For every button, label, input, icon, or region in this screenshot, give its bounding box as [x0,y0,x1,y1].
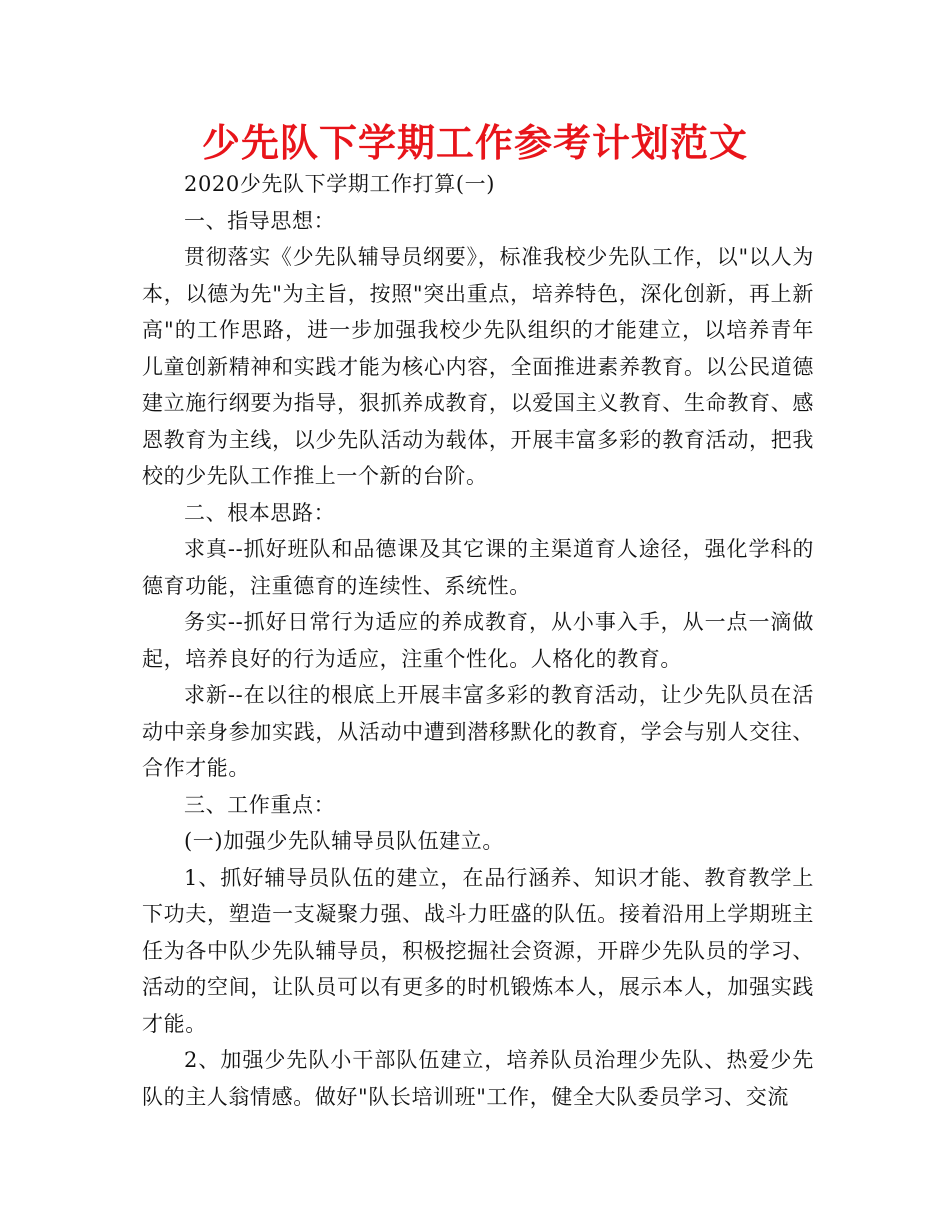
body-paragraph: 2、加强少先队小干部队伍建立，培养队员治理少先队、热爱少先队的主人翁情感。做好"队长培训班"工作，健全大队委员学习、交流 [142,1048,814,1109]
sub-heading-counselor-team: (一)加强少先队辅导员队伍建立。 [184,829,504,853]
body-paragraph: 贯彻落实《少先队辅导员纲要》，标准我校少先队工作，以"以人为本，以德为先"为主旨，按照"突出重点，培养特色，深化创新，再上新高"的工作思路，进一步加强我校少先队组织的才能建立，以培养青年儿童创新精神和实践才能为核心内容，全面推进素养教育。以公民道德建立施行纲要为指导，狠抓养成教育，以爱国主义教育、生命教育、感恩教育为主线，以少先队活动为载体，开展丰富多彩的教育活动，把我校的少先队工作推上一个新的台阶。 [142,245,814,488]
document-title: 少先队下学期工作参考计划范文 [201,121,748,165]
body-paragraph: 1、抓好辅导员队伍的建立，在品行涵养、知识才能、教育教学上下功夫，塑造一支凝聚力强、战斗力旺盛的队伍。接着沿用上学期班主任为各中队少先队辅导员，积极挖掘社会资源，开辟少先队员的学习、活动的空间，让队员可以有更多的时机锻炼本人，展示本人，加强实践才能。 [142,865,814,1036]
subtitle-paragraph: 2020少先队下学期工作打算(一) [184,172,496,196]
body-paragraph: 务实--抓好日常行为适应的养成教育，从小事入手，从一点一滴做起，培养良好的行为适应，注重个性化。人格化的教育。 [142,610,814,671]
document-body [142,166,814,1115]
section-heading-guiding-thought: 一、指导思想： [184,208,336,233]
body-paragraph: 求真--抓好班队和品德课及其它课的主渠道育人途径，强化学科的德育功能，注重德育的连续性、系统性。 [142,537,814,598]
section-heading-basic-ideas: 二、根本思路： [184,500,336,525]
body-paragraph: 求新--在以往的根底上开展丰富多彩的教育活动，让少先队员在活动中亲身参加实践，从活动中遭到潜移默化的教育，学会与别人交往、合作才能。 [142,683,814,780]
section-heading-work-focus: 三、工作重点： [184,792,336,817]
